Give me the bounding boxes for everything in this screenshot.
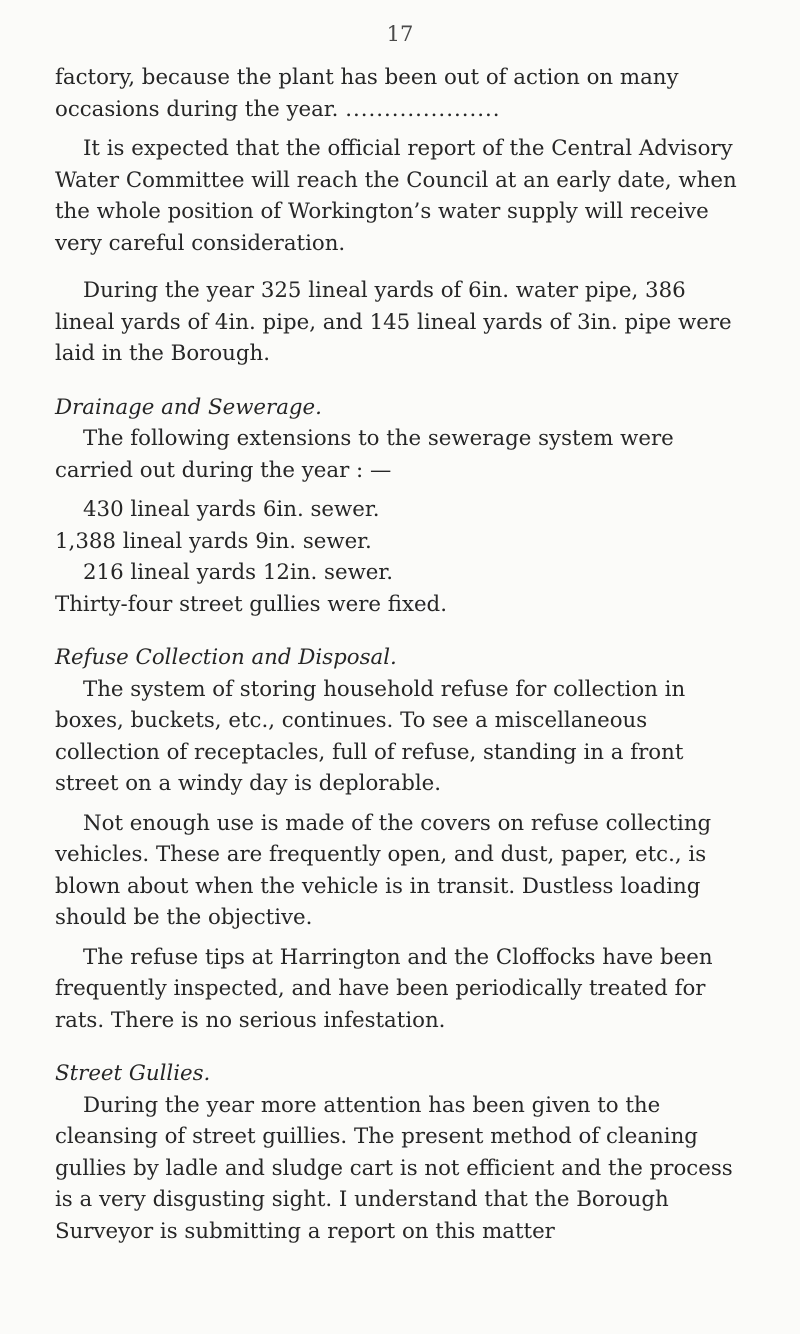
list-item: 430 lineal yards 6in. sewer. <box>83 497 380 522</box>
paragraph-gullies-fixed: Thirty-four street gullies were fixed. <box>55 591 447 617</box>
paragraph-refuse-storage: The system of storing household refuse for collection in boxes, buckets, etc., continues. To see a miscellaneous collection of receptacles, full of refuse, standing in a front street on a windy day is deplorable. <box>55 676 686 796</box>
paragraph-water-pipe: During the year 325 lineal yards of 6in. water pipe, 386 lineal yards of 4in. pipe, and 145 lineal yards of 3in. pipe were laid in the Borough. <box>55 278 732 366</box>
document-page <box>55 22 745 1247</box>
heading-refuse-collection: Refuse Collection and Disposal. <box>55 645 397 670</box>
list-item: 216 lineal yards 12in. sewer. <box>83 560 394 585</box>
heading-drainage-sewerage: Drainage and Sewerage. <box>55 394 322 420</box>
paragraph-factory <box>55 62 745 125</box>
page-number: 17 <box>386 22 414 46</box>
paragraph-gully-cleansing: During the year more attention has been given to the cleansing of street guillies. The present method of cleaning gullies by ladle and sludge cart is not efficient and the process is a very disgusting sight. I understand that the Borough Surveyor is submitting a report on this matter <box>55 1092 733 1244</box>
sewer-list <box>55 494 745 589</box>
paragraph-factory-text: factory, because the plant has been out of action on many occasions during the year. <box>55 65 679 122</box>
leader-dots: .................... <box>345 96 501 122</box>
paragraph-vehicle-covers: Not enough use is made of the covers on refuse collecting vehicles. These are frequently open, and dust, paper, etc., is blown about when the vehicle is in transit. Dustless loading should be the objective. <box>55 810 712 930</box>
heading-street-gullies: Street Gullies. <box>55 1061 211 1086</box>
paragraph-sewerage-extensions: The following extensions to the sewerage system were carried out during the year : — <box>55 426 674 483</box>
paragraph-refuse-tips: The refuse tips at Harrington and the Cloffocks have been frequently inspected, and have been periodically treated for rats. There is no serious infestation. <box>55 944 713 1033</box>
list-item: 1,388 lineal yards 9in. sewer. <box>55 528 372 554</box>
paragraph-water-committee: It is expected that the official report of the Central Advisory Water Committee will reach the Council at an early date, when the whole position of Workington’s water supply will receive very careful consideration. <box>55 136 737 256</box>
